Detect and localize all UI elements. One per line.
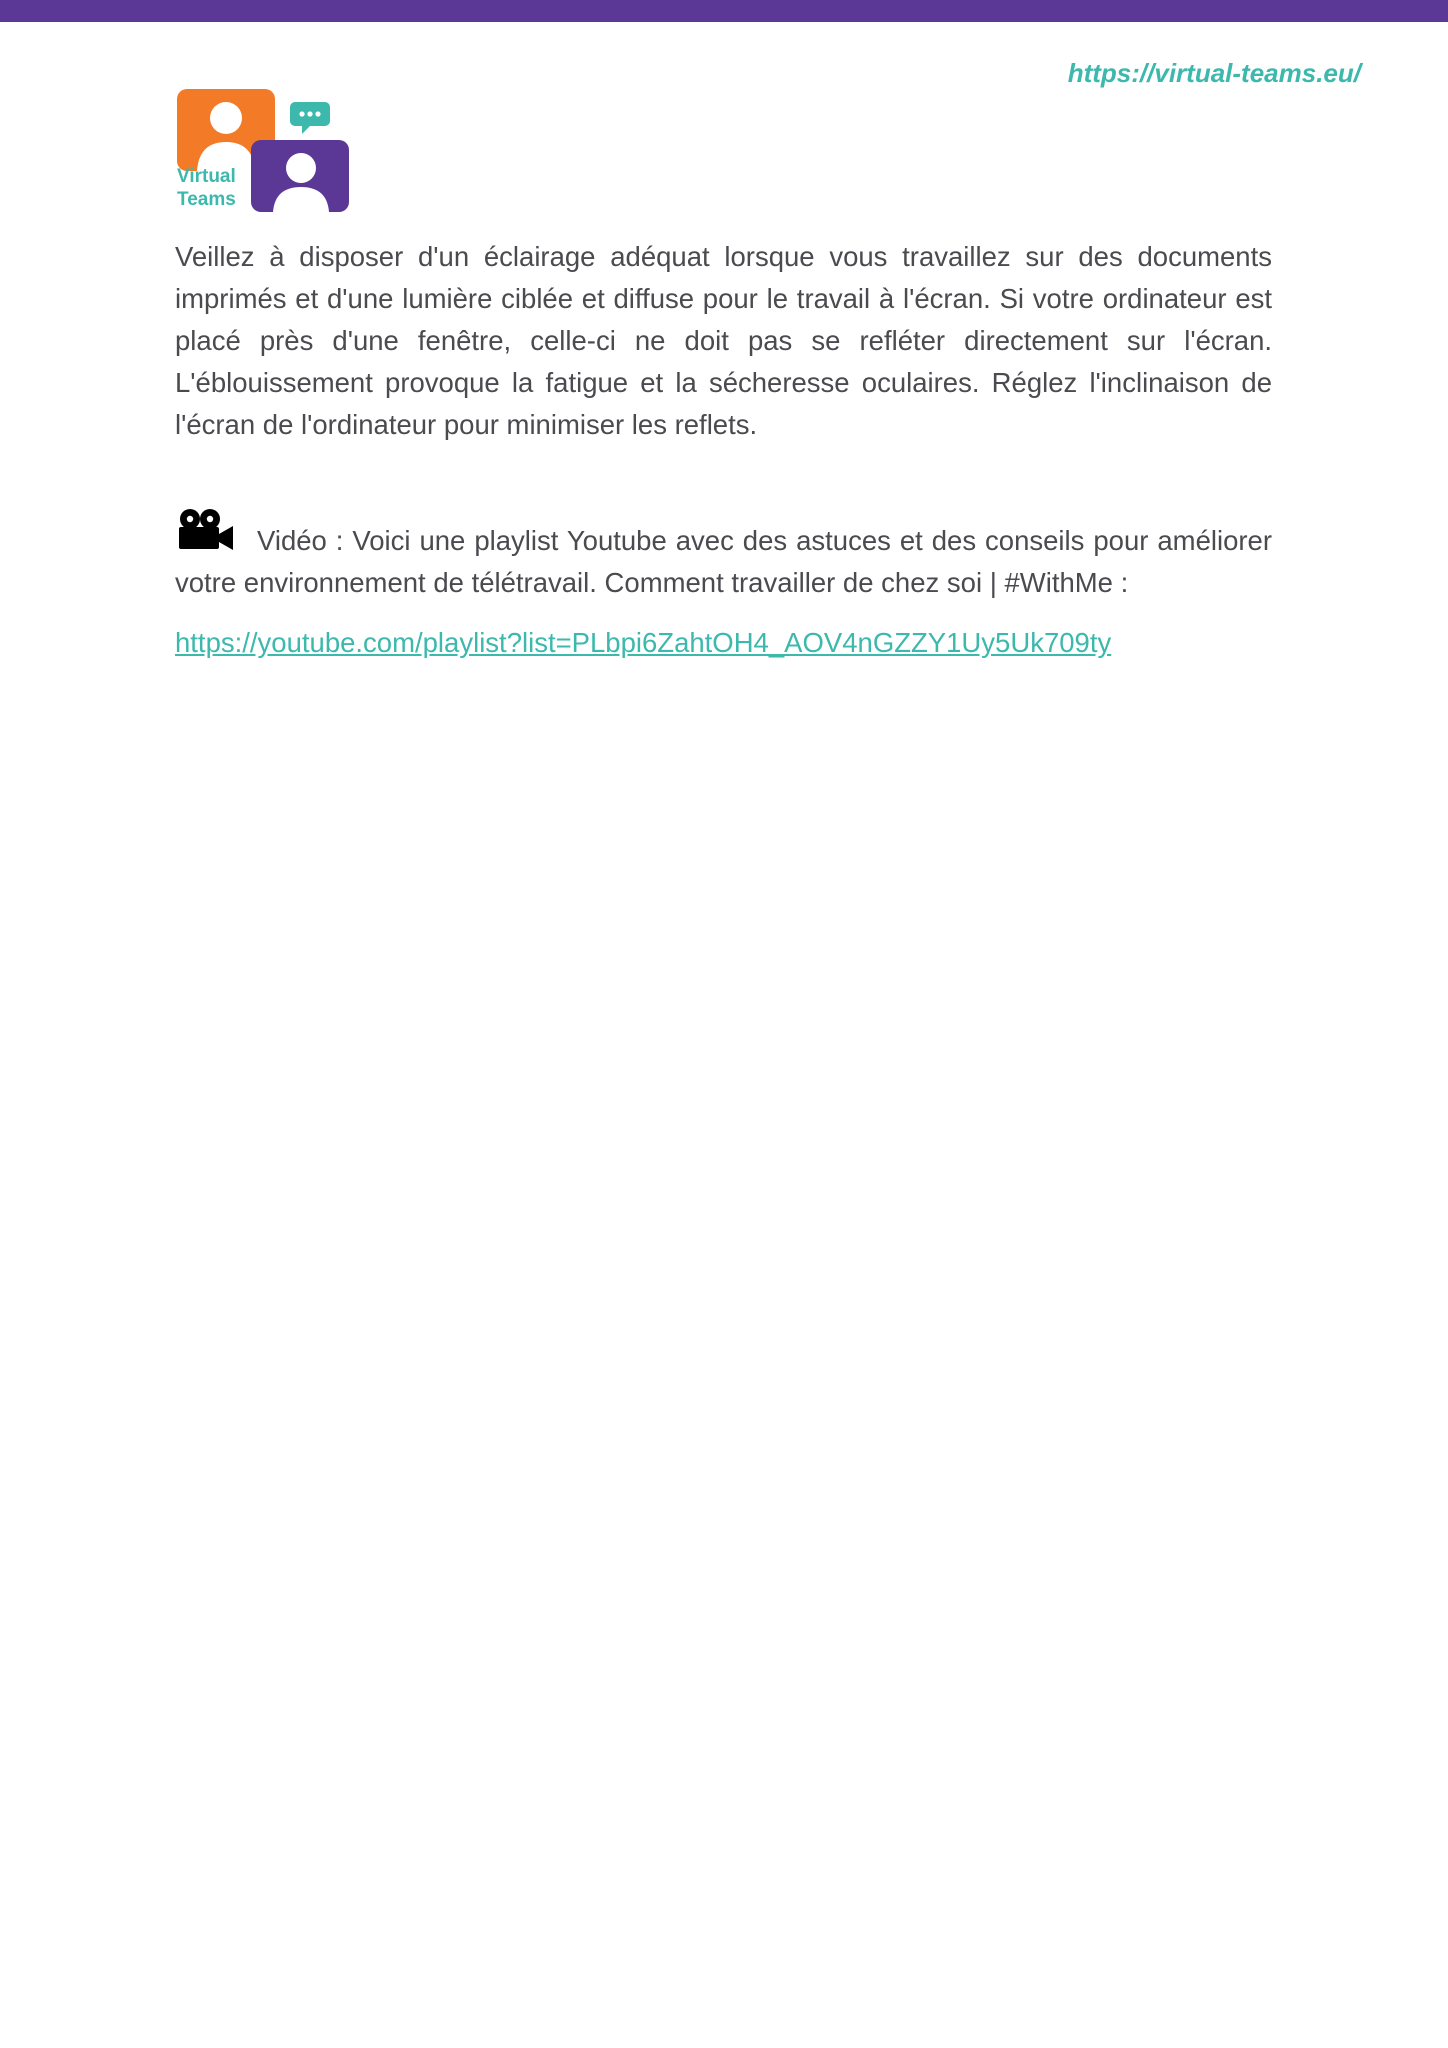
logo-text-line1: Virtual <box>177 166 236 187</box>
virtual-teams-logo <box>175 88 351 213</box>
lighting-paragraph: Veillez à disposer d'un éclairage adéquat lorsque vous travaillez sur des documents imprimés et d'une lumière ciblée et diffuse pour le travail à l'écran. Si votre ordinateur est placé près d'une fenêtre, celle-ci ne doit pas se refléter directement sur l'écran. L'éblouissement provoque la fatigue et la sécheresse oculaires. Réglez l'inclinaison de l'écran de l'ordinateur pour minimiser les reflets. <box>175 241 1272 440</box>
document-body <box>175 236 1272 664</box>
header-website-link[interactable]: https://virtual-teams.eu/ <box>1067 58 1361 88</box>
video-camera-icon <box>175 508 235 552</box>
logo-text-line2: Teams <box>177 189 236 210</box>
video-description: Vidéo : Voici une playlist Youtube avec des astuces et des conseils pour améliorer votre environnement de télétravail. Comment travailler de chez soi | #WithMe : <box>175 525 1272 598</box>
top-bar <box>0 0 1448 22</box>
video-paragraph <box>175 508 1272 604</box>
youtube-playlist-link[interactable]: https://youtube.com/playlist?list=PLbpi6ZahtOH4_AOV4nGZZY1Uy5Uk709ty <box>175 627 1112 658</box>
